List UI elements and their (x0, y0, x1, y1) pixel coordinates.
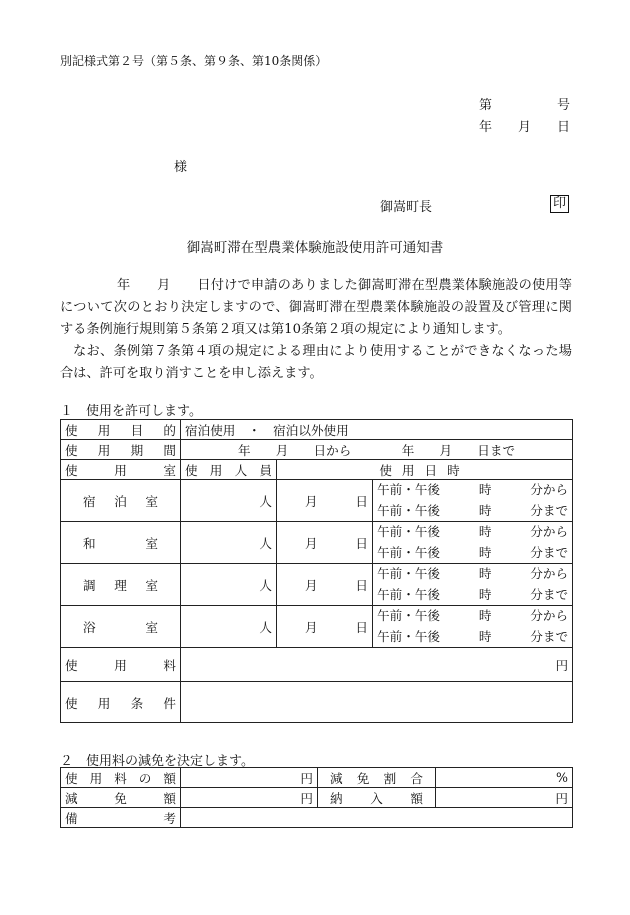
datetime-header: 使用日時 (277, 460, 573, 480)
section2-heading: ２ 使用料の減免を決定します。 (60, 754, 254, 769)
time-ampm: 午前・午後 (377, 586, 440, 602)
time-ampm: 午前・午後 (377, 608, 440, 623)
body-paragraph-2: なお、条例第７条第４項の規定による理由により使用することができなくなった場合は、許可を取り消すことを申し添えます。 (60, 344, 572, 381)
conditions-label: 使用条件 (61, 682, 181, 723)
time-minute: 分から (530, 566, 569, 581)
document-number: 第 号 (478, 98, 570, 113)
use-date: 月 日 (277, 606, 373, 648)
document-title: 御嵩町滞在型農業体験施設使用許可通知書 (186, 240, 444, 256)
reduction-amount-value: 円 (181, 788, 318, 808)
purpose-value: 宿泊使用 ・ 宿泊以外使用 (181, 420, 573, 440)
document-date: 年 月 日 (478, 120, 570, 135)
body-text (60, 275, 572, 385)
fee-value: 円 (181, 648, 573, 682)
use-time (373, 522, 573, 564)
time-hour: 時 (478, 566, 492, 581)
persons-unit: 人 (181, 480, 277, 522)
time-ampm: 午前・午後 (377, 482, 440, 497)
time-minute: 分から (530, 524, 569, 539)
time-minute: 分まで (530, 544, 569, 560)
persons-unit: 人 (181, 564, 277, 606)
time-minute: 分まで (530, 502, 569, 518)
persons-unit: 人 (181, 606, 277, 648)
room-name: 調理室 (61, 564, 181, 606)
room-header: 使用室 (61, 460, 181, 480)
form-reference: 別記様式第２号（第５条、第９条、第10条関係） (60, 54, 328, 68)
fee-amount-label: 使用料の額 (61, 768, 181, 788)
time-hour: 時 (478, 608, 492, 623)
time-minute: 分まで (530, 628, 569, 644)
time-hour: 時 (478, 544, 492, 560)
addressee-suffix: 様 (174, 160, 188, 175)
reduction-rate-label: 減免割合 (318, 768, 436, 788)
seal-mark (550, 195, 569, 213)
use-date: 月 日 (277, 480, 373, 522)
issuer-name: 御嵩町長 (380, 200, 433, 215)
use-time (373, 606, 573, 648)
use-date: 月 日 (277, 522, 373, 564)
room-name: 和室 (61, 522, 181, 564)
use-time (373, 480, 573, 522)
period-value: 年 月 日から 年 月 日まで (181, 440, 573, 460)
time-ampm: 午前・午後 (377, 566, 440, 581)
room-row-lodging (61, 480, 573, 522)
time-minute: 分から (530, 608, 569, 623)
seal-text: 印 (550, 195, 569, 213)
period-label: 使用期間 (61, 440, 181, 460)
room-row-bath (61, 606, 573, 648)
fee-amount-value: 円 (181, 768, 318, 788)
time-hour: 時 (478, 586, 492, 602)
payment-label: 納入額 (318, 788, 436, 808)
fee-label: 使用料 (61, 648, 181, 682)
payment-value: 円 (436, 788, 573, 808)
time-hour: 時 (478, 628, 492, 644)
time-hour: 時 (478, 524, 492, 539)
reduction-amount-label: 減免額 (61, 788, 181, 808)
reduction-rate-value: % (436, 768, 573, 788)
time-minute: 分から (530, 482, 569, 497)
room-name: 浴室 (61, 606, 181, 648)
room-row-japanese (61, 522, 573, 564)
remarks-label: 備考 (61, 808, 181, 828)
time-ampm: 午前・午後 (377, 502, 440, 518)
reduction-table (60, 767, 573, 828)
time-ampm: 午前・午後 (377, 524, 440, 539)
time-minute: 分まで (530, 586, 569, 602)
persons-unit: 人 (181, 522, 277, 564)
time-hour: 時 (478, 502, 492, 518)
body-paragraph-1: 年 月 日付けで申請のありました御嵩町滞在型農業体験施設の使用等について次のとおり決定しますので、御嵩町滞在型農業体験施設の設置及び管理に関する条例施行規則第５条第２項又は第10条第２項の規定により通知します。 (60, 278, 572, 337)
time-ampm: 午前・午後 (377, 544, 440, 560)
remarks-value (181, 808, 573, 828)
permit-table (60, 419, 573, 723)
use-time (373, 564, 573, 606)
time-ampm: 午前・午後 (377, 628, 440, 644)
time-hour: 時 (478, 482, 492, 497)
persons-header: 使用人員 (181, 460, 277, 480)
purpose-label: 使用目的 (61, 420, 181, 440)
section1-heading: １ 使用を許可します。 (60, 404, 202, 419)
conditions-value (181, 682, 573, 723)
use-date: 月 日 (277, 564, 373, 606)
room-name: 宿泊室 (61, 480, 181, 522)
room-row-kitchen (61, 564, 573, 606)
